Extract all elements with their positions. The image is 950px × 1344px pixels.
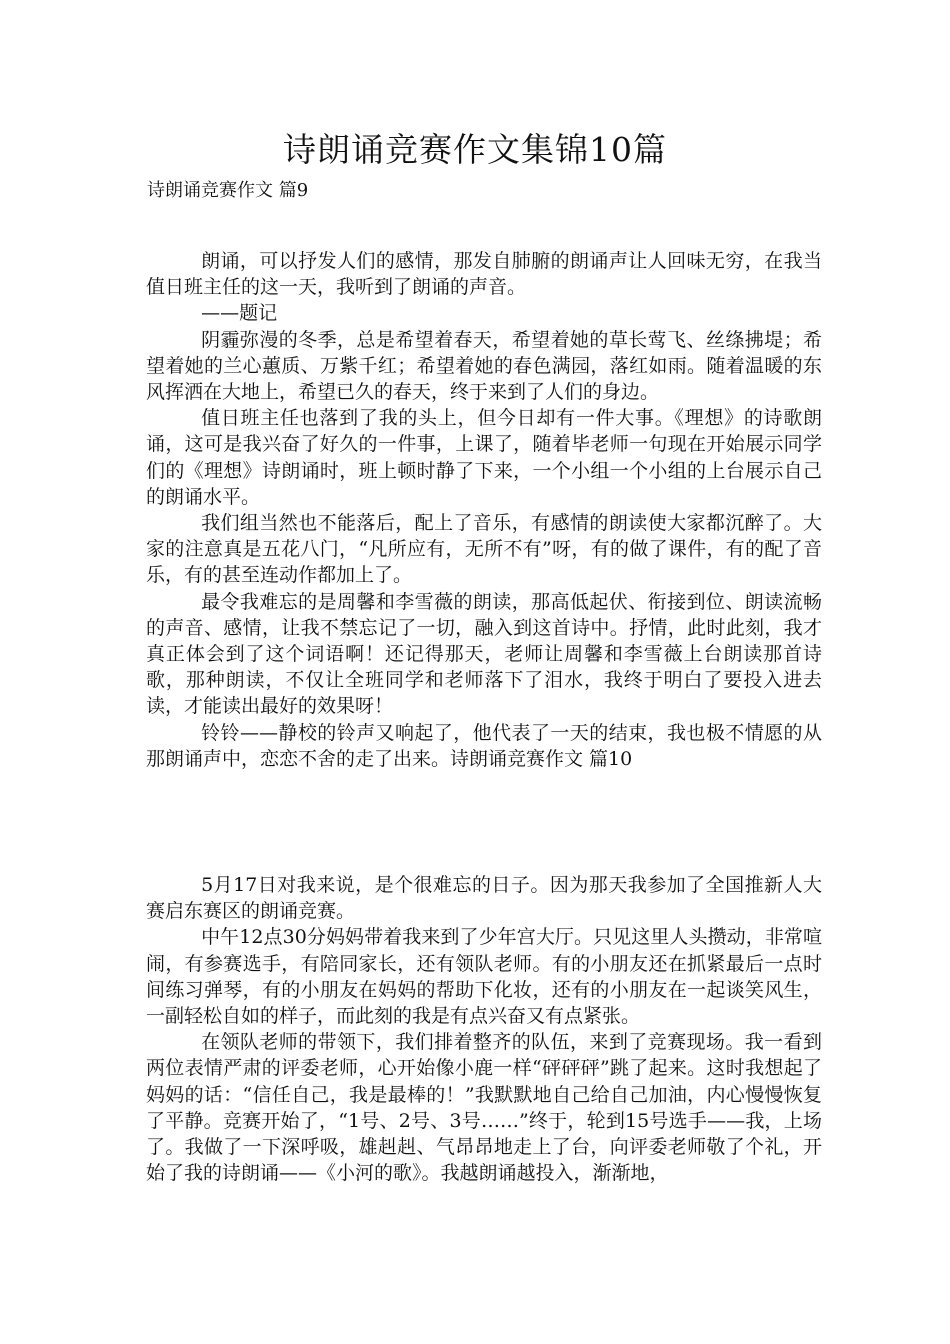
paragraph: 朗诵，可以抒发人们的感情，那发自肺腑的朗诵声让人回味无穷，在我当值日班主任的这一天，我听到了朗诵的声音。	[146, 250, 822, 299]
document-title: 诗朗诵竞赛作文集锦10篇	[283, 130, 667, 169]
paragraph: 5月17日对我来说，是个很难忘的日子。因为那天我参加了全国推新人大赛启东赛区的朗诵竞赛。	[146, 874, 822, 923]
paragraph: 值日班主任也落到了我的头上，但今日却有一件大事。《理想》的诗歌朗诵，这可是我兴奋了好久的一件事，上课了，随着毕老师一句现在开始展示同学们的《理想》诗朗诵时，班上顿时静了下来，一个小组一个小组的上台展示自己的朗诵水平。	[146, 407, 822, 508]
paragraph: 最令我难忘的是周馨和李雪薇的朗读，那高低起伏、衔接到位、朗读流畅的声音、感情，让我不禁忘记了一切，融入到这首诗中。抒情，此时此刻，我才真正体会到了这个词语啊！还记得那天，老师让周馨和李雪薇上台朗读那首诗歌，那种朗读，不仅让全班同学和老师落下了泪水，我终于明白了要投入进去读，才能读出最好的效果呀！	[146, 590, 822, 718]
paragraph: 铃铃——静校的铃声又响起了，他代表了一天的结束，我也极不情愿的从那朗诵声中，恋恋不舍的走了出来。诗朗诵竞赛作文 篇10	[146, 721, 822, 770]
paragraph: 阴霾弥漫的冬季，总是希望着春天，希望着她的草长莺飞、丝绦拂堤；希望着她的兰心蕙质、万紫千红；希望着她的春色满园，落红如雨。随着温暖的东风挥洒在大地上，希望已久的春天，终于来到了人们的身边。	[146, 328, 822, 404]
paragraph: 我们组当然也不能落后，配上了音乐，有感情的朗读使大家都沉醉了。大家的注意真是五花八门，“凡所应有，无所不有”呀，有的做了课件，有的配了音乐，有的甚至连动作都加上了。	[146, 512, 822, 587]
section-label: 诗朗诵竞赛作文 篇9	[147, 180, 309, 201]
essay-body-2	[146, 872, 822, 1186]
paragraph: 在领队老师的带领下，我们排着整齐的队伍，来到了竞赛现场。我一看到两位表情严肃的评委老师，心开始像小鹿一样“砰砰砰”跳了起来。这时我想起了妈妈的话：“信任自己，我是最棒的！”我默默地自己给自己加油，内心慢慢恢复了平静。竞赛开始了，“1号、2号、3号……”终于，轮到15号选手——我，上场了。我做了一下深呼吸，雄赳赳、气昂昂地走上了台，向评委老师敬了个礼，开始了我的诗朗诵——《小河的歌》。我越朗诵越投入，渐渐地，	[146, 1031, 822, 1185]
paragraph: 中午12点30分妈妈带着我来到了少年宫大厅。只见这里人头攒动，非常喧闹，有参赛选手，有陪同家长，还有领队老师。有的小朋友还在抓紧最后一点时间练习弹琴，有的小朋友在妈妈的帮助下化妆，还有的小朋友在一起谈笑风生，一副轻松自如的样子，而此刻的我是有点兴奋又有点紧张。	[146, 926, 822, 1028]
essay-body-1	[146, 248, 822, 772]
paragraph: ——题记	[201, 302, 278, 325]
